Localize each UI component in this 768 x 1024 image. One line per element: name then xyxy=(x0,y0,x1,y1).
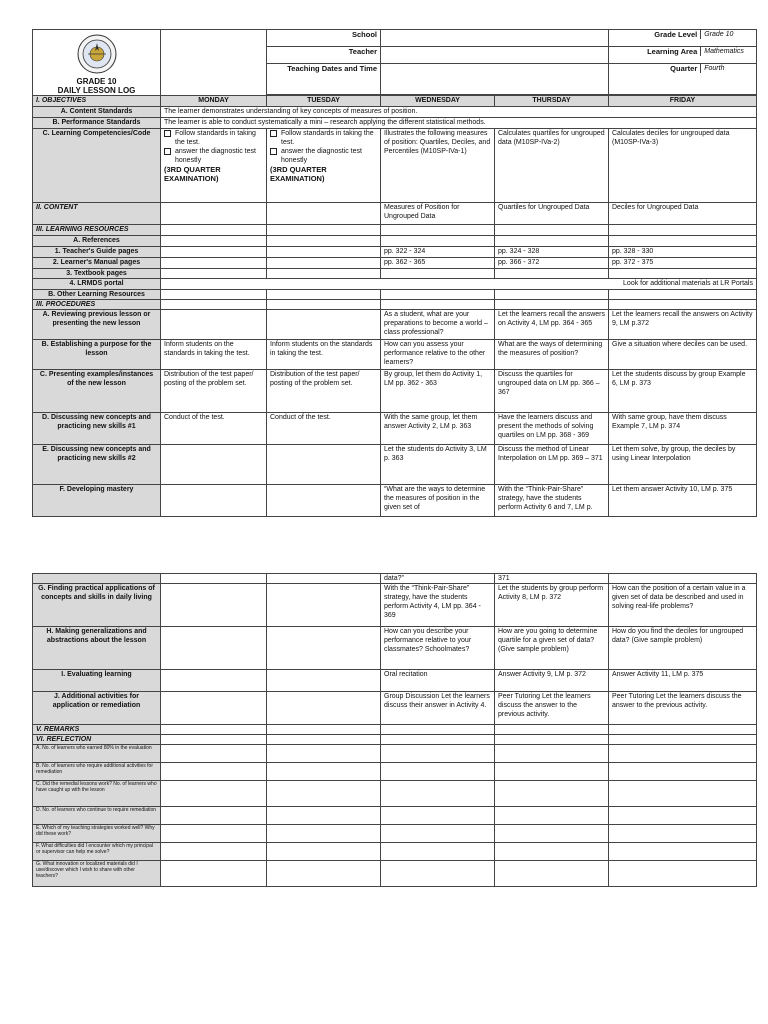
content-standards-label: A. Content Standards xyxy=(33,107,161,118)
competencies-wednesday: Illustrates the following measures of position: Quartiles, Deciles, and Percentiles (M10SP-IVa-1) xyxy=(381,129,495,203)
procedure-h-friday: How do you find the deciles for ungrouped data? (Give sample problem) xyxy=(609,627,757,670)
procedure-b-friday: Give a situation where deciles can be used. xyxy=(609,340,757,370)
reflection-a-label: A. No. of learners who earned 80% in the evaluation xyxy=(33,745,161,763)
procedure-d-monday: Conduct of the test. xyxy=(161,413,267,445)
procedure-f-thursday-continued: 371 xyxy=(495,574,609,584)
performance-standards-label: B. Performance Standards xyxy=(33,118,161,129)
reflection-d-label: D. No. of learners who continue to require remediation xyxy=(33,807,161,825)
competencies-thursday: Calculates quartiles for ungrouped data (M10SP-IVa-2) xyxy=(495,129,609,203)
procedure-c-monday: Distribution of the test paper/ posting of the problem set. xyxy=(161,370,267,413)
procedure-e-thursday: Discuss the method of Linear Interpolation on LM pp. 369 – 371 xyxy=(495,445,609,485)
competencies-label: C. Learning Competencies/Code xyxy=(33,129,161,203)
procedure-c-wednesday: By group, let them do Activity 1, LM pp. 362 - 363 xyxy=(381,370,495,413)
lesson-log-page-1 xyxy=(32,29,756,517)
day-friday: FRIDAY xyxy=(609,96,757,107)
grade-level-value: Grade 10 xyxy=(704,31,734,38)
procedure-j-wednesday: Group Discussion Let the learners discuss their answer in Activity 4. xyxy=(381,692,495,725)
procedure-f-label: F. Developing mastery xyxy=(33,485,161,517)
procedure-f-wednesday-continued: data?” xyxy=(381,574,495,584)
procedure-g-wednesday: With the “Think-Pair-Share” strategy, have the students perform Activity 4, LM pp. 364 - 369 xyxy=(381,584,495,627)
procedure-c-friday: Let the students discuss by group Example 6, LM p. 373 xyxy=(609,370,757,413)
competencies-tuesday xyxy=(267,129,381,203)
procedure-f-friday: Let them answer Activity 10, LM p. 375 xyxy=(609,485,757,517)
tuesday-exam-note: (3RD QUARTER EXAMINATION) xyxy=(270,165,327,183)
performance-standards-text: The learner is able to conduct systematically a mini – research applying the different statistical methods. xyxy=(161,118,757,129)
quarter-label: Quarter xyxy=(609,64,701,73)
procedure-j-label: J. Additional activities for application or remediation xyxy=(33,692,161,725)
lm-friday: pp. 372 - 375 xyxy=(609,258,757,269)
teacher-label: Teacher xyxy=(267,46,381,63)
procedure-e-wednesday: Let the students do Activity 3, LM p. 363 xyxy=(381,445,495,485)
lm-pages-label: 2. Learner's Manual pages xyxy=(33,258,161,269)
content-thursday: Quartiles for Ungrouped Data xyxy=(495,203,609,225)
quarter-cell xyxy=(609,63,757,94)
checkbox-icon xyxy=(164,130,171,137)
procedure-f-wednesday: “What are the ways to determine the measures of position in the given set of xyxy=(381,485,495,517)
reflection-e-label: E. Which of my teaching strategies worked well? Why did these work? xyxy=(33,825,161,843)
procedure-j-thursday: Peer Tutoring Let the learners discuss the answer to the previous activity. xyxy=(495,692,609,725)
monday-item-1: Follow standards in taking the test. xyxy=(175,130,256,146)
monday-exam-note: (3RD QUARTER EXAMINATION) xyxy=(164,165,221,183)
procedure-c-label: C. Presenting examples/instances of the new lesson xyxy=(33,370,161,413)
procedure-a-label: A. Reviewing previous lesson or presenting the new lesson xyxy=(33,310,161,340)
content-standards-text: The learner demonstrates understanding of key concepts of measures of position. xyxy=(161,107,757,118)
procedure-a-wednesday: As a student, what are your preparations to become a world – class professional? xyxy=(381,310,495,340)
content-wednesday: Measures of Position for Ungrouped Data xyxy=(381,203,495,225)
monday-item-2: answer the diagnostic test honestly xyxy=(175,148,256,164)
lesson-log-page-2 xyxy=(32,573,756,887)
lrmds-label: 4. LRMDS portal xyxy=(33,279,161,290)
reflection-f-label: F. What difficulties did I encounter which my principal or supervisor can help me solve? xyxy=(33,843,161,861)
procedure-b-label: B. Establishing a purpose for the lesson xyxy=(33,340,161,370)
procedure-j-friday: Peer Tutoring Let the learners discuss the answer to the previous activity. xyxy=(609,692,757,725)
procedure-b-tuesday: Inform students on the standards in taking the test. xyxy=(267,340,381,370)
header-logo-cell xyxy=(33,30,161,96)
deped-seal-icon xyxy=(77,34,117,74)
procedure-i-thursday: Answer Activity 9, LM p. 372 xyxy=(495,670,609,692)
lm-wednesday: pp. 362 - 365 xyxy=(381,258,495,269)
grade-level-label: Grade Level xyxy=(609,30,701,39)
content-section: II. CONTENT xyxy=(33,203,161,225)
tuesday-item-2: answer the diagnostic test honestly xyxy=(281,148,362,164)
procedure-c-tuesday: Distribution of the test paper/ posting of the problem set. xyxy=(267,370,381,413)
learning-area-label: Learning Area xyxy=(609,47,701,56)
procedure-h-label: H. Making generalizations and abstractions about the lesson xyxy=(33,627,161,670)
reflection-section: VI. REFLECTION xyxy=(33,735,161,745)
school-value xyxy=(381,30,609,47)
resources-section: III. LEARNING RESOURCES xyxy=(33,225,161,236)
competencies-monday xyxy=(161,129,267,203)
lesson-log-table-part-2 xyxy=(32,573,757,887)
school-label: School xyxy=(267,30,381,47)
procedure-d-label: D. Discussing new concepts and practicing new skills #1 xyxy=(33,413,161,445)
log-title: GRADE 10 xyxy=(76,77,117,86)
checkbox-icon xyxy=(270,130,277,137)
grade-level-cell xyxy=(609,30,757,47)
teacher-value xyxy=(381,46,609,63)
teaching-dates-label: Teaching Dates and Time xyxy=(267,63,381,94)
procedure-d-thursday: Have the learners discuss and present the methods of solving quartiles on LM pp. 368 - 369 xyxy=(495,413,609,445)
objectives-section: I. OBJECTIVES xyxy=(33,96,161,107)
procedure-i-label: I. Evaluating learning xyxy=(33,670,161,692)
procedure-g-label: G. Finding practical applications of concepts and skills in daily living xyxy=(33,584,161,627)
reflection-b-label: B. No. of learners who require additional activities for remediation xyxy=(33,763,161,781)
procedure-d-wednesday: With the same group, let them answer Activity 2, LM p. 363 xyxy=(381,413,495,445)
checkbox-icon xyxy=(164,148,171,155)
procedure-h-wednesday: How can you describe your performance relative to your classmates? Schoolmates? xyxy=(381,627,495,670)
lesson-log-table-part-1 xyxy=(32,29,757,517)
procedure-b-monday: Inform students on the standards in taking the test. xyxy=(161,340,267,370)
day-monday: MONDAY xyxy=(161,96,267,107)
procedure-d-friday: With same group, have them discuss Example 7, LM p. 374 xyxy=(609,413,757,445)
tuesday-item-1: Follow standards in taking the test. xyxy=(281,130,374,146)
lrmds-value: Look for additional materials at LR Portals xyxy=(161,279,757,290)
procedure-i-wednesday: Oral recitation xyxy=(381,670,495,692)
reflection-g-label: G. What innovation or localized materials did I use/discover which I wish to share with other teachers? xyxy=(33,861,161,887)
quarter-value: Fourth xyxy=(704,64,725,72)
competencies-friday: Calculates deciles for ungrouped data (M10SP-IVa-3) xyxy=(609,129,757,203)
teaching-dates-value xyxy=(381,63,609,94)
day-tuesday: TUESDAY xyxy=(267,96,381,107)
day-thursday: THURSDAY xyxy=(495,96,609,107)
procedure-h-thursday: How are you going to determine quartile for a given set of data? (Give sample problem) xyxy=(495,627,609,670)
remarks-section: V. REMARKS xyxy=(33,725,161,735)
log-subtitle: DAILY LESSON LOG xyxy=(57,86,136,95)
procedure-b-thursday: What are the ways of determining the measures of position? xyxy=(495,340,609,370)
procedure-d-tuesday: Conduct of the test. xyxy=(267,413,381,445)
content-friday: Deciles for Ungrouped Data xyxy=(609,203,757,225)
tg-wednesday: pp. 322 - 324 xyxy=(381,247,495,258)
other-resources-label: B. Other Learning Resources xyxy=(33,290,161,300)
learning-area-value: Mathematics xyxy=(704,47,744,55)
textbook-pages-label: 3. Textbook pages xyxy=(33,269,161,279)
references-label: A. References xyxy=(33,236,161,247)
procedure-i-friday: Answer Activity 11, LM p. 375 xyxy=(609,670,757,692)
procedure-a-thursday: Let the learners recall the answers on Activity 4, LM pp. 364 - 365 xyxy=(495,310,609,340)
procedure-e-label: E. Discussing new concepts and practicing new skills #2 xyxy=(33,445,161,485)
procedure-e-friday: Let them solve, by group, the deciles by using Linear Interpolation xyxy=(609,445,757,485)
procedure-g-friday: How can the position of a certain value in a given set of data be described and used in solving real-life problems? xyxy=(609,584,757,627)
procedure-a-friday: Let the learners recall the answers on Activity 9, LM p.372 xyxy=(609,310,757,340)
procedure-c-thursday: Discuss the quartiles for ungrouped data on LM pp. 366 – 367 xyxy=(495,370,609,413)
lm-thursday: pp. 366 - 372 xyxy=(495,258,609,269)
procedure-f-thursday: With the “Think-Pair-Share” strategy, have the students perform Activity 6 and 7, LM p. xyxy=(495,485,609,517)
day-wednesday: WEDNESDAY xyxy=(381,96,495,107)
procedures-section: III. PROCEDURES xyxy=(33,300,161,310)
tg-thursday: pp. 324 - 328 xyxy=(495,247,609,258)
procedure-g-thursday: Let the students by group perform Activity 8, LM p. 372 xyxy=(495,584,609,627)
checkbox-icon xyxy=(270,148,277,155)
tg-pages-label: 1. Teacher's Guide pages xyxy=(33,247,161,258)
tg-friday: pp. 328 - 330 xyxy=(609,247,757,258)
learning-area-cell xyxy=(609,46,757,63)
procedure-b-wednesday: How can you assess your performance relative to the other learners? xyxy=(381,340,495,370)
reflection-c-label: C. Did the remedial lessons work? No. of learners who have caught up with the lesson xyxy=(33,781,161,807)
